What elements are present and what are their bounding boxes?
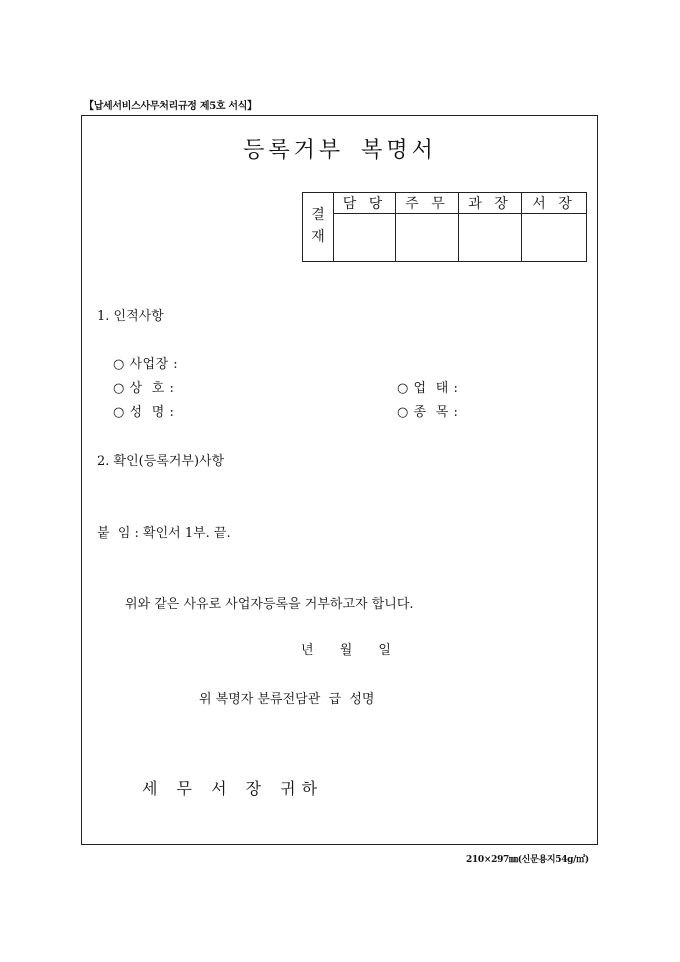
approval-header-officer: 주 무 xyxy=(396,193,459,214)
approval-header-section-chief: 과 장 xyxy=(459,193,522,214)
reporter-line: 위 복명자 분류전담관 급 성명 xyxy=(199,692,375,707)
approval-signature-section-chief[interactable] xyxy=(459,214,522,262)
approval-side-label xyxy=(303,193,334,262)
business-place-field: ○ 사업장 : xyxy=(113,357,179,372)
section2-title: 2. 확인(등록거부)사항 xyxy=(97,454,225,469)
approval-side-char-1: 결 xyxy=(311,207,325,224)
section1-title: 1. 인적사항 xyxy=(97,309,164,324)
form-number-label: 【납세서비스사무처리규정 제5호 서식】 xyxy=(84,101,257,112)
approval-header-staff: 담 당 xyxy=(334,193,396,214)
approval-signature-staff[interactable] xyxy=(334,214,396,262)
approval-signature-director[interactable] xyxy=(522,214,587,262)
approval-header-director: 서 장 xyxy=(522,193,587,214)
name-field: ○ 성 명 : xyxy=(113,405,175,420)
item-field: ○ 종 목 : xyxy=(397,405,459,420)
paper-spec-footer: 210×297㎜(신문용지54g/㎡) xyxy=(466,855,589,865)
document-title: 등록거부 복명서 xyxy=(243,138,437,163)
business-type-field: ○ 업 태 : xyxy=(397,381,459,396)
trade-name-field: ○ 상 호 : xyxy=(113,381,175,396)
approval-signature-officer[interactable] xyxy=(396,214,459,262)
statement-line: 위와 같은 사유로 사업자등록을 거부하고자 합니다. xyxy=(125,597,414,612)
attachment-line: 붙 임 : 확인서 1부. 끝. xyxy=(97,526,231,541)
approval-side-char-2: 재 xyxy=(311,229,325,245)
date-line: 년 월 일 xyxy=(301,643,391,658)
approval-table xyxy=(302,192,587,262)
addressee-line: 세 무 서 장 귀하 xyxy=(142,779,324,798)
